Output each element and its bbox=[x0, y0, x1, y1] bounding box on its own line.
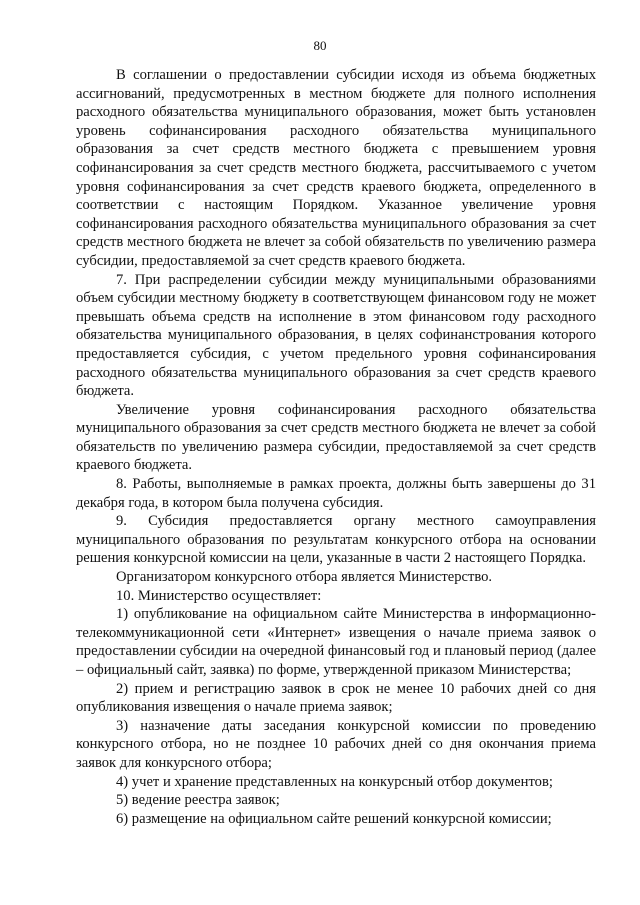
paragraph-item-9: 9. Субсидия предоставляется органу местного самоуправления муниципального образования по результатам конкурсного отбора на основании решения конкурсной комиссии на цели, указанные в части 2 настоящего Порядка. bbox=[76, 513, 596, 567]
list-item-10-6: 6) размещение на официальном сайте решений конкурсной комиссии; bbox=[116, 810, 552, 827]
list-item-10-5: 5) ведение реестра заявок; bbox=[116, 792, 280, 809]
list-item-10-1: 1) опубликование на официальном сайте Министерства в информационно-телекоммуникационной сети «Интернет» извещения о начале приема заявок о предоставлении субсидии на очередной финансовый год и плановый период (далее – официальный сайт, заявка) по форме, утвержденной приказом Министерства; bbox=[76, 606, 596, 678]
paragraph-cofinancing-level: В соглашении о предоставлении субсидии исходя из объема бюджетных ассигнований, предусмотренных в местном бюджете для полного исполнения расходного обязательства муниципального образования, может быть установлен уровень софинансирования расходного обязательства муниципального образования за счет средств местного бюджета с превышением уровня софинансирования за счет средств местного бюджета, рассчитываемого с учетом уровня софинансирования за счет средств краевого бюджета, определенного в соответствии с настоящим Порядком. Указанное увеличение уровня софинансирования расходного обязательства муниципального образования за счет средств местного бюджета не влечет за собой обязательств по увеличению размера субсидии, предоставляемой за счет средств краевого бюджета. bbox=[76, 67, 596, 269]
list-item-10-4: 4) учет и хранение представленных на конкурсный отбор документов; bbox=[116, 773, 553, 790]
list-item-10-3: 3) назначение даты заседания конкурсной комиссии по проведению конкурсного отбора, но не позднее 10 рабочих дней со дня окончания приема заявок для конкурсного отбора; bbox=[76, 717, 596, 771]
document-body bbox=[76, 66, 596, 828]
paragraph-organizer: Организатором конкурсного отбора является Министерство. bbox=[116, 569, 493, 586]
page-number: 80 bbox=[313, 38, 327, 53]
paragraph-item-7: 7. При распределении субсидии между муниципальными образованиями объем субсидии местному бюджету в соответствующем финансовом году не может превышать объема средств на исполнение в этом финансовом году расходного обязательства муниципального образования, в целях софинанстрования которого предоставляется субсидия, с учетом предельного уровня софинансирования расходного обязательства муниципального образования за счет средств краевого бюджета. bbox=[76, 271, 596, 400]
paragraph-item-8: 8. Работы, выполняемые в рамках проекта, должны быть завершены до 31 декабря года, в котором была получена субсидия. bbox=[76, 476, 596, 511]
paragraph-cofinancing-increase: Увеличение уровня софинансирования расходного обязательства муниципального образования за счет средств местного бюджета не влечет за собой обязательств по увеличению размера субсидии, предоставляемой за счет средств краевого бюджета. bbox=[76, 401, 596, 474]
paragraph-item-10: 10. Министерство осуществляет: bbox=[116, 587, 322, 604]
list-item-10-2: 2) прием и регистрацию заявок в срок не менее 10 рабочих дней со дня опубликования извещения о начале приема заявок; bbox=[76, 680, 596, 716]
